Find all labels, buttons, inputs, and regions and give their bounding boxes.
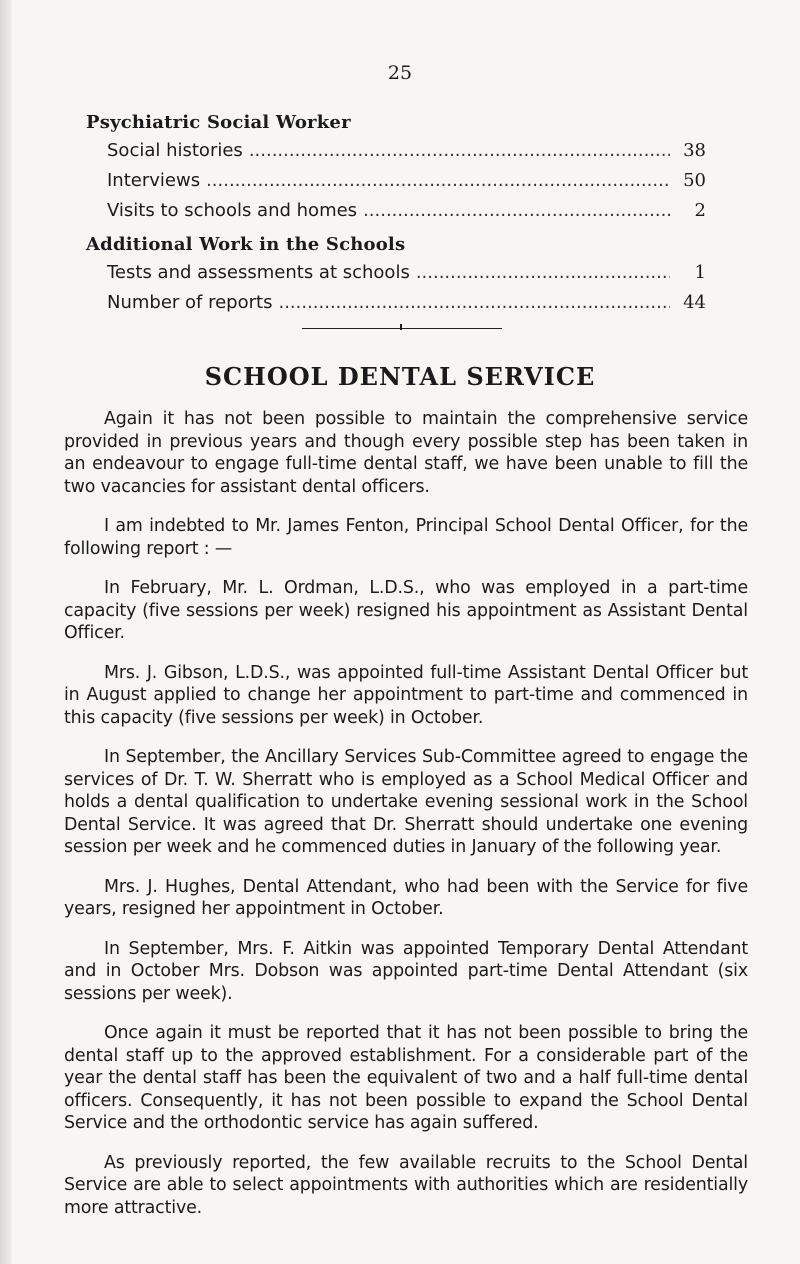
dot-leader [363,200,670,221]
stat-value: 38 [683,140,706,161]
stat-row [107,170,706,200]
stat-value: 2 [694,200,706,221]
page-binding-edge [0,0,12,1264]
stat-label: Interviews [107,170,201,191]
stat-row [107,200,706,230]
section-title: SCHOOL DENTAL SERVICE [204,362,596,391]
paragraph: Mrs. J. Hughes, Dental Attendant, who had been with the Service for five years, resigned her appointment in October. [64,876,748,919]
stat-label: Social histories [107,140,243,161]
stat-row [107,262,706,292]
stat-value: 50 [683,170,706,191]
page-number: 25 [387,62,413,84]
paragraph: In September, the Ancillary Services Sub-Committee agreed to engage the services of Dr. T. W. Sherratt who is employed as a School Medical Officer and holds a dental qualification to undertake evening sessional work in the School Dental Service. It was agreed that Dr. Sherratt should undertake one evening session per week and he commenced duties in January of the following year. [64,747,748,857]
dot-leader [206,170,670,191]
paragraph: Again it has not been possible to maintain the comprehensive service provided in previous years and though every possible step has been taken in an endeavour to engage full-time dental staff, we have been unable to fill the two vacancies for assistant dental officers. [64,409,748,497]
paragraph: In September, Mrs. F. Aitkin was appointed Temporary Dental Attendant and in October Mrs. Dobson was appointed part-time Dental Attendant (six sessions per week). [64,938,748,1004]
dot-leader [278,292,670,313]
stat-label: Number of reports [107,292,273,313]
paragraph: I am indebted to Mr. James Fenton, Principal School Dental Officer, for the following report : — [64,516,748,559]
psychiatric-social-worker-section [86,112,706,230]
stat-value: 44 [683,292,706,313]
statistics-block [86,112,706,322]
stat-row [107,140,706,170]
paragraph: As previously reported, the few available recruits to the School Dental Service are able to select appointments with authorities which are residentially more attractive. [64,1152,748,1218]
stat-value: 1 [694,262,706,283]
divider-tick [400,324,402,330]
section-heading: Additional Work in the Schools [86,234,406,255]
stat-label: Visits to schools and homes [107,200,358,221]
additional-work-section [86,234,706,322]
paragraph: Mrs. J. Gibson, L.D.S., was appointed full-time Assistant Dental Officer but in August applied to change her appointment to part-time and commenced in this capacity (five sessions per week) in October. [64,662,748,728]
dot-leader [416,262,670,283]
stat-label: Tests and assessments at schools [107,262,410,283]
section-heading: Psychiatric Social Worker [86,112,351,133]
paragraph: In February, Mr. L. Ordman, L.D.S., who was employed in a part-time capacity (five sessions per week) resigned his appointment as Assistant Dental Officer. [64,578,748,643]
stat-row [107,292,706,322]
paragraph: Once again it must be reported that it has not been possible to bring the dental staff up to the approved establishment. For a considerable part of the year the dental staff has been the equivalent of two and a half full-time dental officers. Consequently, it has not been possible to expand the School Dental Service and the orthodontic service has again suffered. [64,1023,748,1133]
dot-leader [249,140,670,161]
body-text [64,408,748,1236]
section-divider [302,328,502,329]
